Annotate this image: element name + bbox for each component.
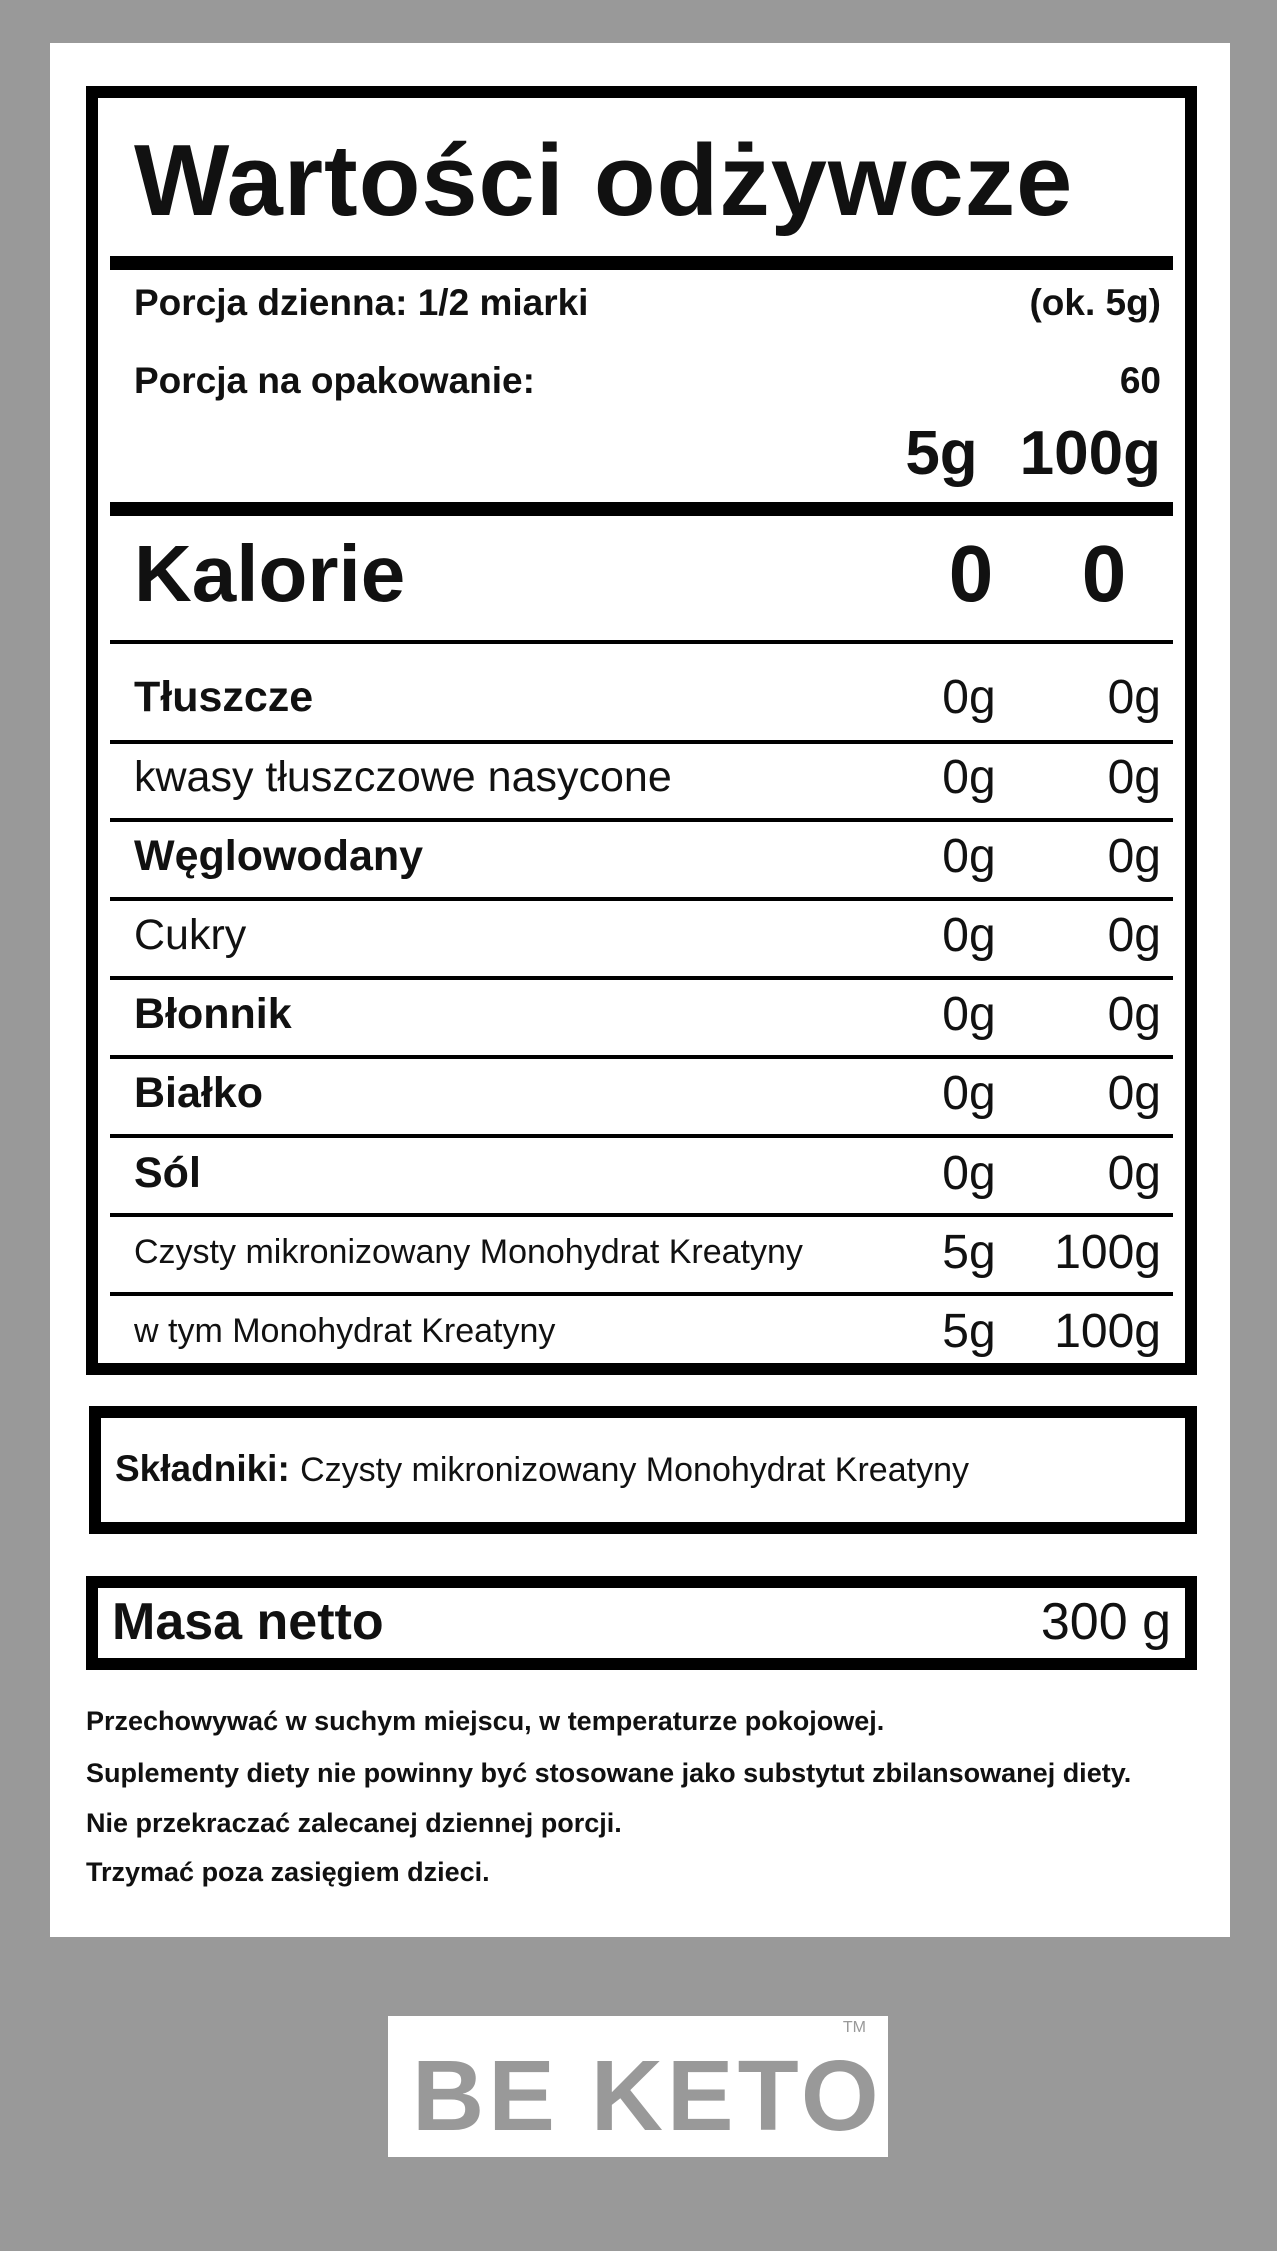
calories-serving: 0	[948, 529, 994, 618]
nutrient-100g: 0g	[1107, 1146, 1161, 1200]
servings-per-pack-row	[134, 360, 1161, 403]
nutrient-row	[134, 1294, 1161, 1370]
nutrient-row	[134, 1136, 1161, 1212]
children-note: Trzymać poza zasięgiem dzieci.	[86, 1857, 490, 1887]
nutrient-100g: 0g	[1107, 908, 1161, 962]
nutrient-row	[134, 660, 1161, 736]
ingredients-box	[89, 1406, 1197, 1534]
calories-label: Kalorie	[134, 529, 406, 618]
net-mass-label: Masa netto	[112, 1593, 384, 1651]
nutrient-serving: 5g	[942, 1225, 996, 1279]
servings-per-pack-value: 60	[1119, 360, 1161, 401]
nutrient-label: Czysty mikronizowany Monohydrat Kreatyny	[134, 1233, 803, 1272]
logo-text: BE KETO	[412, 2040, 883, 2152]
nutrient-label: Błonnik	[134, 990, 292, 1039]
nutrient-label: Tłuszcze	[134, 673, 314, 722]
nutrition-title: Wartości odżywcze	[134, 125, 1074, 237]
daily-serving-label: Porcja dzienna: 1/2 miarki	[134, 282, 589, 323]
be-keto-logo	[388, 2016, 888, 2157]
nutrient-serving: 0g	[942, 829, 996, 883]
nutrient-label: Sól	[134, 1149, 201, 1198]
daily-serving-row	[134, 282, 1161, 325]
trademark-symbol: TM	[842, 2019, 866, 2036]
net-mass-row	[112, 1594, 1171, 1651]
nutrient-100g: 0g	[1107, 670, 1161, 724]
nutrient-serving: 0g	[942, 908, 996, 962]
nutrient-serving: 0g	[942, 1066, 996, 1120]
nutrient-serving: 0g	[942, 987, 996, 1041]
nutrition-facts-box	[86, 86, 1197, 1375]
ingredients-value: Czysty mikronizowany Monohydrat Kreatyny	[300, 1451, 969, 1489]
nutrient-row	[134, 819, 1161, 895]
nutrient-row	[134, 1056, 1161, 1132]
calories-row	[134, 530, 1161, 618]
divider-thick	[110, 256, 1173, 270]
nutrient-100g: 0g	[1107, 829, 1161, 883]
column-headers	[905, 419, 1161, 488]
net-mass-value: 300 g	[1040, 1593, 1171, 1651]
nutrient-serving: 5g	[942, 1304, 996, 1358]
supplement-note: Suplementy diety nie powinny być stosowane jako substytut zbilansowanej diety.	[86, 1758, 1132, 1788]
ingredients-line	[115, 1448, 969, 1491]
nutrient-100g: 100g	[1054, 1225, 1161, 1279]
nutrient-label: kwasy tłuszczowe nasycone	[134, 753, 672, 802]
nutrient-label: Węglowodany	[134, 832, 424, 881]
nutrient-row	[134, 898, 1161, 974]
divider	[110, 640, 1173, 644]
ingredients-label: Składniki:	[115, 1448, 290, 1489]
nutrient-serving: 0g	[942, 750, 996, 804]
nutrient-label: w tym Monohydrat Kreatyny	[134, 1312, 556, 1351]
divider-thick	[110, 502, 1173, 516]
nutrient-row	[134, 740, 1161, 816]
nutrient-serving: 0g	[942, 670, 996, 724]
nutrient-100g: 0g	[1107, 750, 1161, 804]
storage-note: Przechowywać w suchym miejscu, w temperaturze pokojowej.	[86, 1706, 885, 1736]
nutrient-label: Cukry	[134, 911, 247, 960]
nutrient-100g: 100g	[1054, 1304, 1161, 1358]
nutrient-label: Białko	[134, 1069, 264, 1118]
calories-100g: 0	[1081, 529, 1127, 618]
nutrient-100g: 0g	[1107, 987, 1161, 1041]
dosage-note: Nie przekraczać zalecanej dziennej porcji.	[86, 1808, 622, 1838]
nutrient-row	[134, 977, 1161, 1053]
net-mass-box	[86, 1576, 1197, 1670]
column-header-serving: 5g	[905, 419, 978, 488]
nutrient-row	[134, 1215, 1161, 1291]
daily-serving-value: (ok. 5g)	[1029, 282, 1161, 323]
servings-per-pack-label: Porcja na opakowanie:	[134, 360, 535, 401]
column-header-100g: 100g	[1019, 419, 1161, 488]
nutrient-serving: 0g	[942, 1146, 996, 1200]
nutrient-100g: 0g	[1107, 1066, 1161, 1120]
